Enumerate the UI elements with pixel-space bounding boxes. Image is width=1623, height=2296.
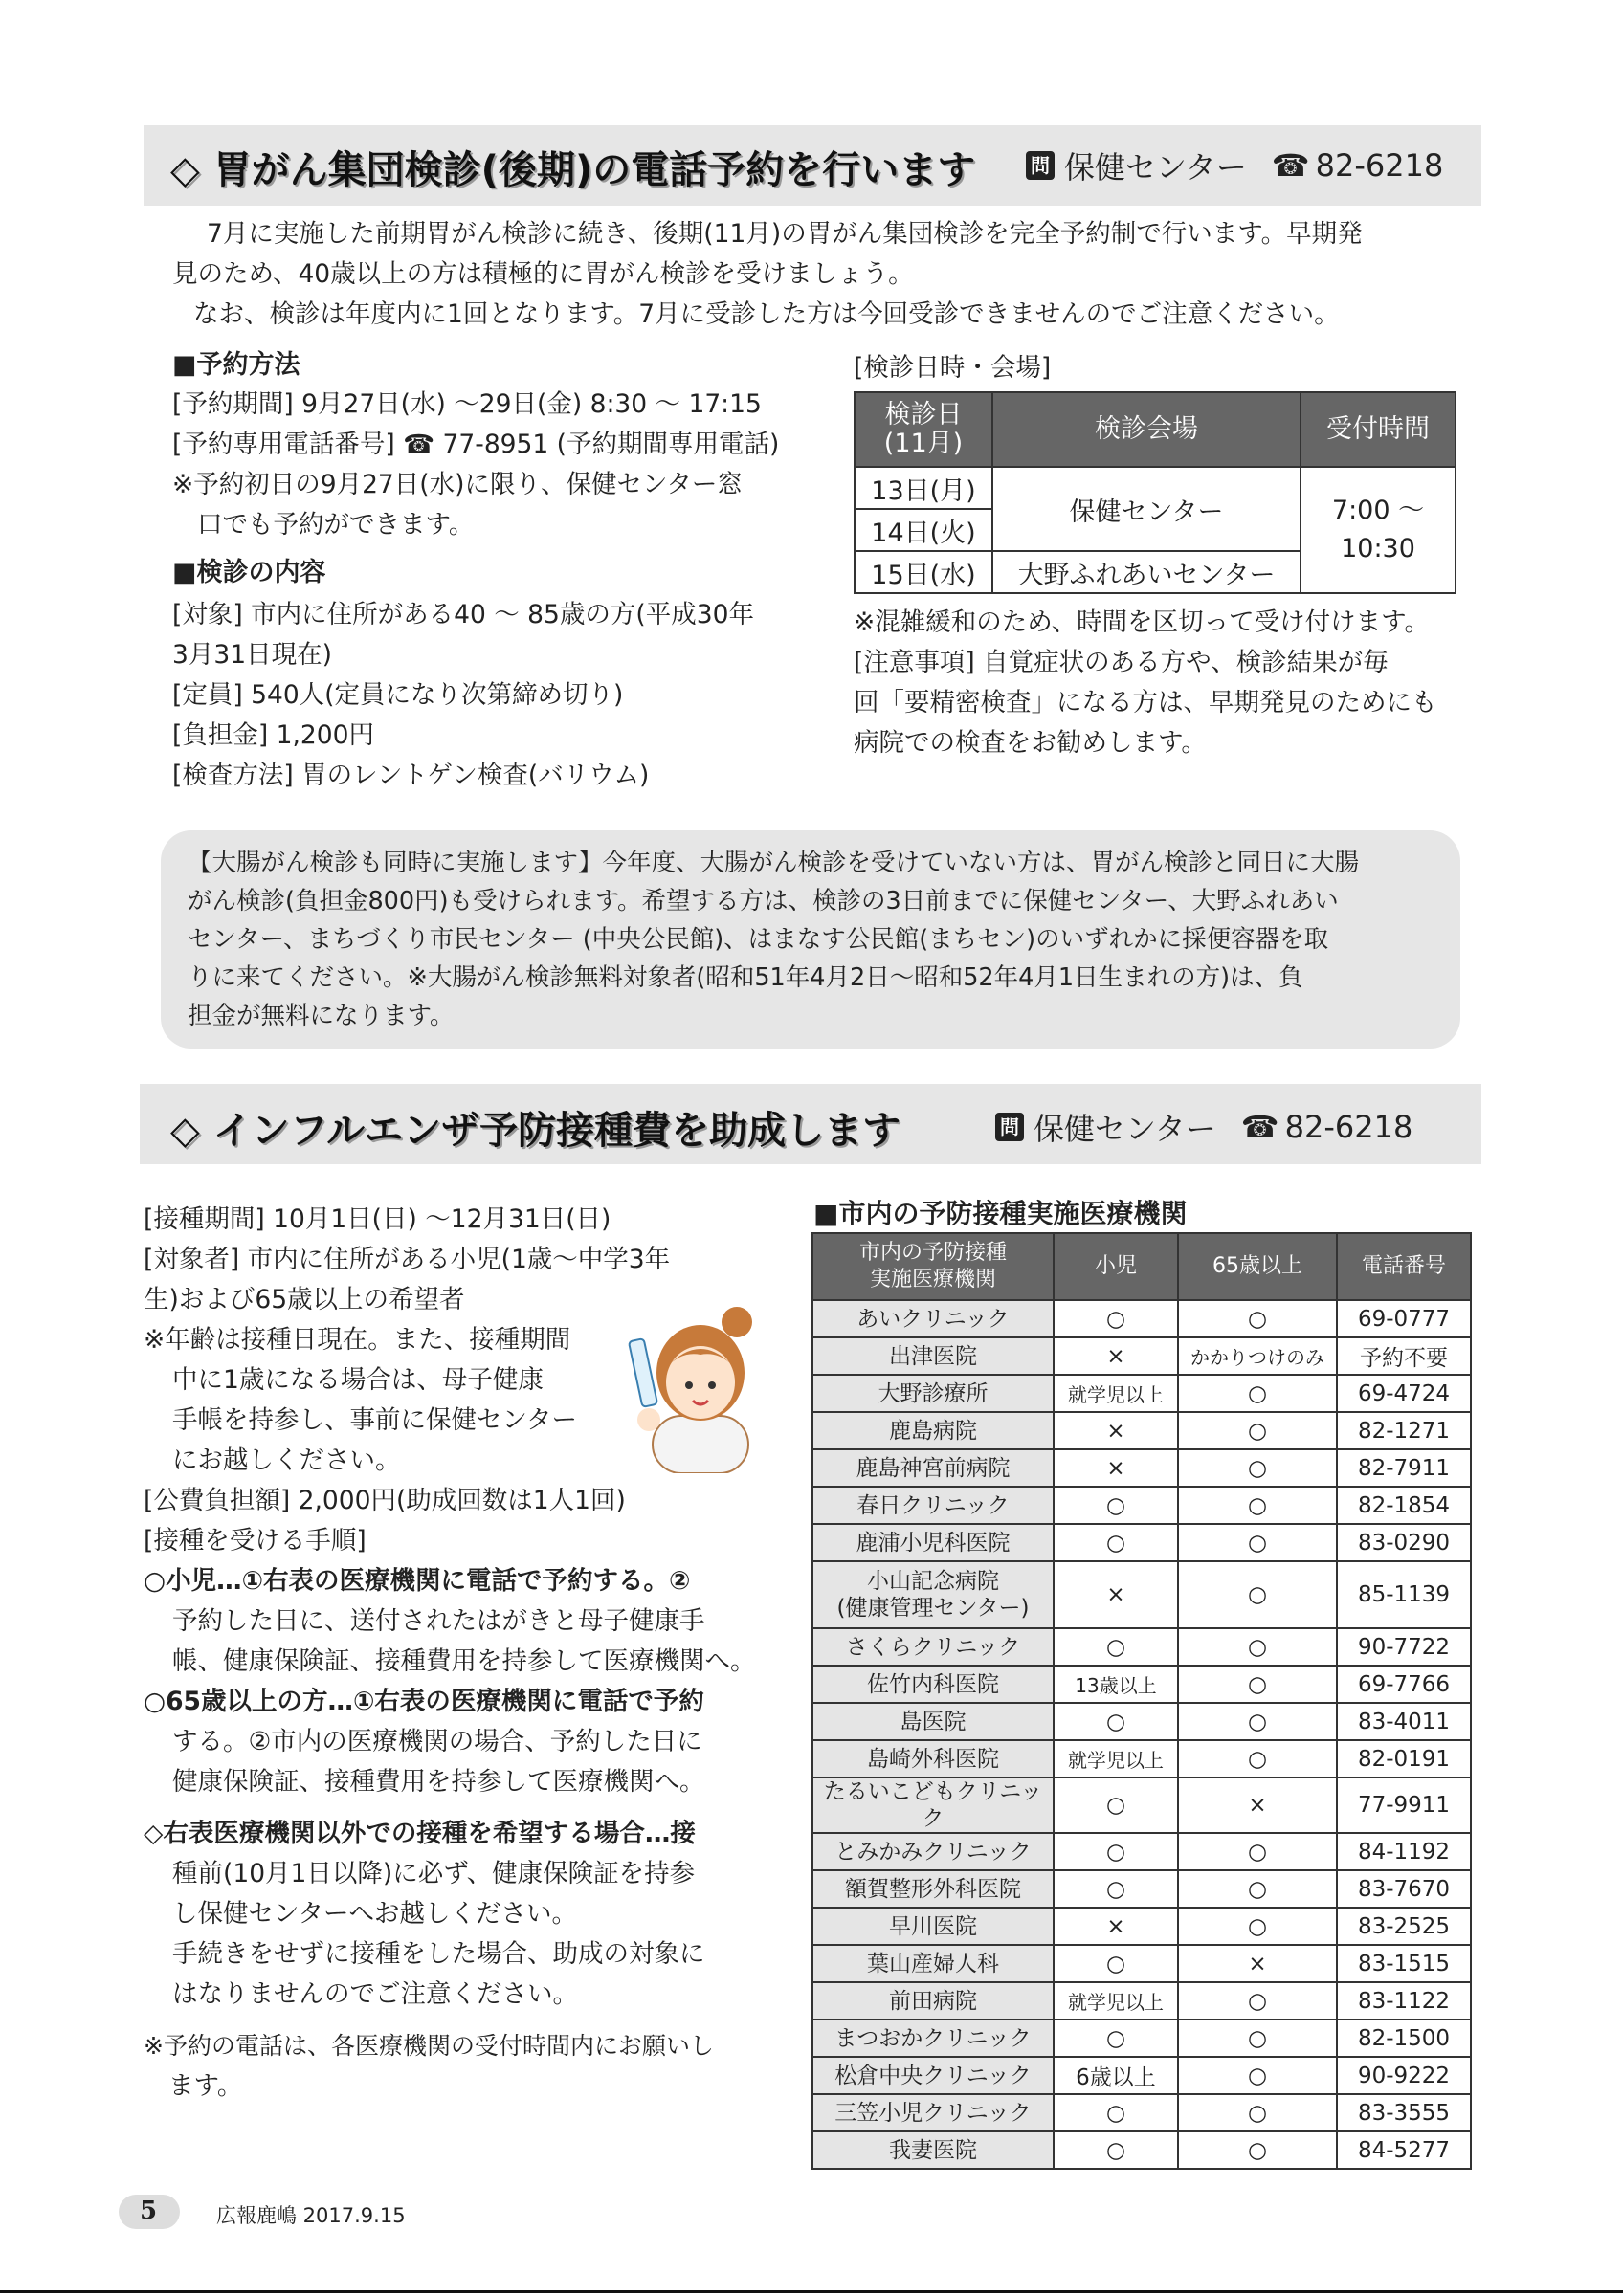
elderly-availability: ○ (1178, 1740, 1337, 1777)
target-line-2: 生)および65歳以上の希望者 (144, 1285, 465, 1314)
table-row (812, 2020, 1471, 2057)
nurse-illustration (624, 1301, 767, 1473)
clinic-name: 島医院 (812, 1703, 1054, 1740)
caution-line-2: 回「要精密検査」になる方は、早期発見のためにも (854, 688, 1437, 718)
child-availability: × (1054, 1908, 1178, 1945)
clinic-phone: 83-4011 (1337, 1703, 1471, 1740)
clinic-phone: 83-0290 (1337, 1524, 1471, 1561)
table-row (812, 1561, 1471, 1628)
elderly-availability: ○ (1178, 1703, 1337, 1740)
clinic-name: 額賀整形外科医院 (812, 1870, 1054, 1908)
child-availability: 13歳以上 (1054, 1666, 1178, 1703)
elderly-availability: ○ (1178, 1628, 1337, 1666)
child-availability: 6歳以上 (1054, 2057, 1178, 2094)
schedule-label: [検診日時・会場] (854, 353, 1052, 383)
table-row (812, 1740, 1471, 1777)
elderly-availability: ○ (1178, 1833, 1337, 1870)
clinic-name: 早川医院 (812, 1908, 1054, 1945)
publication-info: 広報鹿嶋 2017.9.15 (216, 2204, 406, 2227)
intro-line-2: 見のため、40歳以上の方は積極的に胃がん検診を受けましょう。 (172, 259, 914, 289)
caution-block (854, 603, 1466, 763)
colon-line-2: がん検診(負担金800円)も受けられます。希望する方は、検診の3日前までに保健センター、大野ふれあい (188, 887, 1339, 916)
note-after-table: ※混雑緩和のため、時間を区切って受け付けます。 (854, 607, 1431, 637)
table-row (812, 1908, 1471, 1945)
clinic-name: 小山記念病院 (健康管理センター) (812, 1561, 1054, 1628)
elderly-availability: かかりつけのみ (1178, 1337, 1337, 1375)
clinic-phone: 83-1515 (1337, 1945, 1471, 1982)
table-row (812, 1487, 1471, 1524)
inquiry-icon: 問 (995, 1113, 1024, 1141)
table-row (812, 1337, 1471, 1375)
colon-line-1: 【大腸がん検診も同時に実施します】今年度、大腸がん検診を受けていない方は、胃がん検診と同日に大腸 (188, 849, 1360, 877)
table-row (812, 1375, 1471, 1412)
clinic-phone: 84-5277 (1337, 2131, 1471, 2169)
section2-contact (995, 1105, 1412, 1149)
elderly-availability: ○ (1178, 1524, 1337, 1561)
caution-line-1: [注意事項] 自覚症状のある方や、検診結果が毎 (854, 648, 1389, 677)
elderly-availability: ○ (1178, 2131, 1337, 2169)
table-row (812, 1300, 1471, 1337)
clinic-name: 出津医院 (812, 1337, 1054, 1375)
other-line-2: 種前(10月1日以降)に必ず、健康保険証を持参 (172, 1859, 696, 1888)
clinic-phone: 83-3555 (1337, 2094, 1471, 2131)
clinic-phone: 83-1122 (1337, 1982, 1471, 2020)
clinic-phone: 69-0777 (1337, 1300, 1471, 1337)
table-row (812, 2094, 1471, 2131)
table-row (812, 1982, 1471, 2020)
table-row (812, 1945, 1471, 1982)
table-row (812, 1833, 1471, 1870)
clinic-name: あいクリニック (812, 1300, 1054, 1337)
clinic-phone: 82-7911 (1337, 1449, 1471, 1487)
capacity: [定員] 540人(定員になり次第締め切り) (172, 680, 624, 710)
table-row (812, 1449, 1471, 1487)
table-row (812, 1870, 1471, 1908)
child-availability: ○ (1054, 1945, 1178, 1982)
clinic-name: 前田病院 (812, 1982, 1054, 2020)
phone-icon: ☎ (1271, 147, 1310, 184)
clinic-name: たるいこどもクリニック (812, 1777, 1054, 1833)
age-note-4: にお越しください。 (172, 1446, 401, 1475)
reserve-heading: ■予約方法 (172, 350, 300, 380)
table-row (812, 1412, 1471, 1449)
fee: [負担金] 1,200円 (172, 720, 374, 750)
clinic-phone: 82-1854 (1337, 1487, 1471, 1524)
elderly-availability: ○ (1178, 2020, 1337, 2057)
elderly-availability: × (1178, 1945, 1337, 1982)
child-availability: ○ (1054, 1487, 1178, 1524)
clinic-name: 葉山産婦人科 (812, 1945, 1054, 1982)
other-line-1: ◇右表医療機関以外での接種を希望する場合…接 (144, 1819, 696, 1848)
child-availability: ○ (1054, 2094, 1178, 2131)
elderly-availability: ○ (1178, 1982, 1337, 2020)
exam-schedule-table (854, 391, 1456, 594)
section1-title: ◇ 胃がん集団検診(後期)の電話予約を行います (170, 148, 976, 192)
header-clinic: 市内の予防接種 実施医療機関 (812, 1233, 1054, 1300)
colon-line-3: センター、まちづくり市民センター (中央公民館)、はまなす公民館(まちセン)のいずれかに採便容器を取 (188, 925, 1329, 954)
clinic-name: 佐竹内科医院 (812, 1666, 1054, 1703)
intro-line-3: なお、検診は年度内に1回となります。7月に受診した方は今回受診できませんのでご注意ください。 (193, 299, 1340, 329)
elderly-availability: ○ (1178, 1412, 1337, 1449)
caution-line-3: 病院での検査をお勧めします。 (854, 728, 1207, 758)
clinic-name: 我妻医院 (812, 2131, 1054, 2169)
elder-line-3: 健康保険証、接種費用を持参して医療機関へ。 (172, 1767, 705, 1797)
elderly-availability: ○ (1178, 1908, 1337, 1945)
age-note-3: 手帳を持参し、事前に保健センター (172, 1405, 577, 1435)
clinic-phone: 84-1192 (1337, 1833, 1471, 1870)
child-availability: 就学児以上 (1054, 1740, 1178, 1777)
elderly-availability: × (1178, 1777, 1337, 1833)
clinic-name: 大野診療所 (812, 1375, 1054, 1412)
elderly-availability: ○ (1178, 1375, 1337, 1412)
contact-tel: 82-6218 (1315, 147, 1444, 184)
elderly-availability: ○ (1178, 1666, 1337, 1703)
elderly-availability: ○ (1178, 2057, 1337, 2094)
child-availability: 就学児以上 (1054, 1375, 1178, 1412)
table-row (812, 1703, 1471, 1740)
clinic-phone: 83-7670 (1337, 1870, 1471, 1908)
inquiry-icon: 問 (1026, 151, 1055, 180)
elderly-availability: ○ (1178, 1561, 1337, 1628)
clinic-name: 三笠小児クリニック (812, 2094, 1054, 2131)
table-row (812, 1628, 1471, 1666)
target-line-1: [対象者] 市内に住所がある小児(1歳～中学3年 (144, 1245, 671, 1274)
elderly-availability: ○ (1178, 2094, 1337, 2131)
child-line-1: ○小児…①右表の医療機関に電話で予約する。② (144, 1566, 691, 1596)
bottom-rule (0, 2290, 1623, 2293)
child-availability: ○ (1054, 1833, 1178, 1870)
procedure-heading: [接種を受ける手順] (144, 1526, 367, 1556)
clinic-phone: 83-2525 (1337, 1908, 1471, 1945)
clinic-phone: 82-1500 (1337, 2020, 1471, 2057)
clinic-name: 春日クリニック (812, 1487, 1054, 1524)
elderly-availability: ○ (1178, 1487, 1337, 1524)
subsidy: [公費負担額] 2,000円(助成回数は1人1回) (144, 1486, 626, 1515)
colon-line-5: 担金が無料になります。 (188, 1002, 455, 1030)
clinic-phone: 69-7766 (1337, 1666, 1471, 1703)
contact-place: 保健センター (1034, 1111, 1216, 1147)
header-child: 小児 (1054, 1233, 1178, 1300)
child-availability: ○ (1054, 2131, 1178, 2169)
contact-place: 保健センター (1064, 149, 1247, 186)
reserve-note-2: 口でも予約ができます。 (197, 510, 475, 540)
child-availability: × (1054, 1412, 1178, 1449)
elderly-availability: ○ (1178, 1449, 1337, 1487)
child-availability: ○ (1054, 1628, 1178, 1666)
content-heading: ■検診の内容 (172, 558, 326, 587)
child-line-2: 予約した日に、送付されたはがきと母子健康手 (172, 1606, 705, 1636)
colon-cancer-text (188, 844, 1441, 1035)
clinic-phone: 82-1271 (1337, 1412, 1471, 1449)
header-venue: 検診会場 (992, 392, 1301, 467)
section2-title: ◇ インフルエンザ予防接種費を助成します (170, 1109, 901, 1153)
colon-line-4: りに来てください。※大腸がん検診無料対象者(昭和51年4月2日～昭和52年4月1日生まれの方)は、負 (188, 963, 1303, 992)
intro-line-1: 7月に実施した前期胃がん検診に続き、後期(11月)の胃がん集団検診を完全予約制で行います。早期発 (207, 219, 1363, 249)
target-line-1: [対象] 市内に住所がある40 ～ 85歳の方(平成30年 (172, 600, 754, 629)
reserve-period: [予約期間] 9月27日(水) ～29日(金) 8:30 ～ 17:15 (172, 389, 762, 419)
table-row (812, 1777, 1471, 1833)
clinic-table (812, 1232, 1472, 2170)
clinic-name: さくらクリニック (812, 1628, 1054, 1666)
table-row (812, 2131, 1471, 2169)
phone-note-2: ます。 (168, 2071, 243, 2101)
child-line-3: 帳、健康保険証、接種費用を持参して医療機関へ。 (172, 1646, 756, 1676)
intro-paragraph (172, 214, 1483, 335)
exam-date: 13日(月) (855, 467, 992, 509)
child-availability: × (1054, 1449, 1178, 1487)
elder-line-1: ○65歳以上の方…①右表の医療機関に電話で予約 (144, 1687, 704, 1716)
clinic-table-title: ■市内の予防接種実施医療機関 (813, 1198, 1188, 1229)
age-note-2: 中に1歳になる場合は、母子健康 (172, 1365, 544, 1395)
clinic-name: 鹿島神宮前病院 (812, 1449, 1054, 1487)
child-availability: 就学児以上 (1054, 1982, 1178, 2020)
venue-health-center: 保健センター (992, 467, 1301, 551)
header-phone: 電話番号 (1337, 1233, 1471, 1300)
header-date: 検診日 (11月) (855, 392, 992, 467)
target-line-2: 3月31日現在) (172, 640, 332, 670)
venue-ohno: 大野ふれあいセンター (992, 551, 1301, 593)
reservation-block (172, 346, 823, 796)
elderly-availability: ○ (1178, 1300, 1337, 1337)
clinic-phone: 90-7722 (1337, 1628, 1471, 1666)
header-time: 受付時間 (1301, 392, 1456, 467)
child-availability: ○ (1054, 2020, 1178, 2057)
clinic-name: 鹿島病院 (812, 1412, 1054, 1449)
other-line-4: 手続きをせずに接種をした場合、助成の対象に (172, 1939, 705, 1969)
period: [接種期間] 10月1日(日) ～12月31日(日) (144, 1204, 611, 1234)
table-row (812, 1524, 1471, 1561)
clinic-phone: 85-1139 (1337, 1561, 1471, 1628)
age-note-1: ※年齢は接種日現在。また、接種期間 (144, 1325, 571, 1355)
elder-line-2: する。②市内の医療機関の場合、予約した日に (172, 1727, 702, 1756)
clinic-name: 松倉中央クリニック (812, 2057, 1054, 2094)
other-line-5: はなりませんのでご注意ください。 (172, 1979, 578, 2009)
child-availability: × (1054, 1337, 1178, 1375)
child-availability: × (1054, 1561, 1178, 1628)
elderly-availability: ○ (1178, 1870, 1337, 1908)
clinic-phone: 予約不要 (1337, 1337, 1471, 1375)
clinic-phone: 82-0191 (1337, 1740, 1471, 1777)
child-availability: ○ (1054, 1300, 1178, 1337)
clinic-name: 鹿浦小児科医院 (812, 1524, 1054, 1561)
child-availability: ○ (1054, 1524, 1178, 1561)
clinic-phone: 77-9911 (1337, 1777, 1471, 1833)
exam-date: 15日(水) (855, 551, 992, 593)
clinic-name: とみかみクリニック (812, 1833, 1054, 1870)
child-availability: ○ (1054, 1777, 1178, 1833)
phone-icon: ☎ (1240, 1109, 1279, 1145)
reception-time: 7:00 ～ 10:30 (1301, 467, 1456, 593)
exam-date: 14日(火) (855, 509, 992, 551)
clinic-name: 島崎外科医院 (812, 1740, 1054, 1777)
clinic-phone: 90-9222 (1337, 2057, 1471, 2094)
child-availability: ○ (1054, 1870, 1178, 1908)
clinic-name: まつおかクリニック (812, 2020, 1054, 2057)
method: [検査方法] 胃のレントゲン検査(バリウム) (172, 761, 650, 790)
child-availability: ○ (1054, 1703, 1178, 1740)
table-row (812, 1666, 1471, 1703)
page-number: 5 (140, 2197, 158, 2225)
reserve-tel: [予約専用電話番号] ☎ 77-8951 (予約期間専用電話) (172, 430, 780, 459)
reserve-note-1: ※予約初日の9月27日(水)に限り、保健センター窓 (172, 470, 743, 499)
clinic-phone: 69-4724 (1337, 1375, 1471, 1412)
header-elderly: 65歳以上 (1178, 1233, 1337, 1300)
contact-tel: 82-6218 (1284, 1109, 1413, 1145)
section1-contact (1026, 144, 1443, 188)
other-line-3: し保健センターへお越しください。 (172, 1899, 577, 1929)
phone-note-1: ※予約の電話は、各医療機関の受付時間内にお願いし (144, 2032, 714, 2060)
table-row (812, 2057, 1471, 2094)
